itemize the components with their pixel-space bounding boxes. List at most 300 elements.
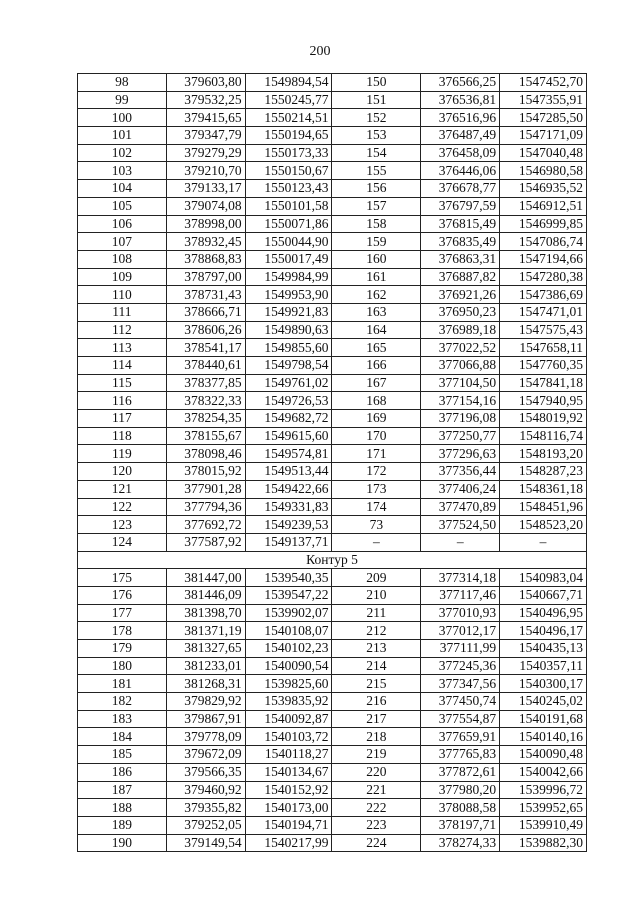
x-coordinate-cell: 376797,59	[421, 197, 500, 215]
table-row	[78, 410, 587, 428]
table-row	[78, 569, 587, 587]
point-number-cell: 165	[332, 339, 421, 357]
point-number-cell: 112	[78, 321, 167, 339]
y-coordinate-cell: 1539902,07	[245, 604, 332, 622]
point-number-cell: 118	[78, 427, 167, 445]
table-row	[78, 799, 587, 817]
table-row	[78, 746, 587, 764]
point-number-cell: 152	[332, 109, 421, 127]
y-coordinate-cell: 1540152,92	[245, 781, 332, 799]
y-coordinate-cell: 1547171,09	[500, 127, 587, 145]
point-number-cell: 178	[78, 622, 167, 640]
point-number-cell: 120	[78, 463, 167, 481]
x-coordinate-cell: 378797,00	[166, 268, 245, 286]
table-row	[78, 91, 587, 109]
table-row	[78, 728, 587, 746]
x-coordinate-cell: 378377,85	[166, 374, 245, 392]
y-coordinate-cell: 1540496,17	[500, 622, 587, 640]
table-section-a	[78, 74, 587, 552]
point-number-cell: 154	[332, 144, 421, 162]
table-row	[78, 834, 587, 852]
point-number-cell: 189	[78, 816, 167, 834]
x-coordinate-cell: 377356,44	[421, 463, 500, 481]
point-number-cell: 215	[332, 675, 421, 693]
y-coordinate-cell: 1540357,11	[500, 657, 587, 675]
table-row	[78, 180, 587, 198]
y-coordinate-cell: 1540092,87	[245, 710, 332, 728]
table-row	[78, 586, 587, 604]
y-coordinate-cell: 1549137,71	[245, 533, 332, 551]
table-section-b	[78, 569, 587, 852]
point-number-cell: 115	[78, 374, 167, 392]
point-number-cell: 158	[332, 215, 421, 233]
x-coordinate-cell: 377765,83	[421, 746, 500, 764]
x-coordinate-cell: 379133,17	[166, 180, 245, 198]
y-coordinate-cell: 1547280,38	[500, 268, 587, 286]
x-coordinate-cell: 377012,17	[421, 622, 500, 640]
y-coordinate-cell: 1539996,72	[500, 781, 587, 799]
point-number-cell: 173	[332, 480, 421, 498]
y-coordinate-cell: 1549422,66	[245, 480, 332, 498]
table-row	[78, 357, 587, 375]
x-coordinate-cell: 377470,89	[421, 498, 500, 516]
y-coordinate-cell: 1546935,52	[500, 180, 587, 198]
point-number-cell: 116	[78, 392, 167, 410]
x-coordinate-cell: 377450,74	[421, 693, 500, 711]
y-coordinate-cell: 1540042,66	[500, 763, 587, 781]
x-coordinate-cell: 377347,56	[421, 675, 500, 693]
table-row	[78, 233, 587, 251]
x-coordinate-cell: 379532,25	[166, 91, 245, 109]
x-coordinate-cell: 378731,43	[166, 286, 245, 304]
x-coordinate-cell: 378155,67	[166, 427, 245, 445]
y-coordinate-cell: 1539882,30	[500, 834, 587, 852]
y-coordinate-cell: 1549331,83	[245, 498, 332, 516]
point-number-cell: 98	[78, 74, 167, 92]
point-number-cell: 160	[332, 250, 421, 268]
table-row	[78, 675, 587, 693]
point-number-cell: 111	[78, 303, 167, 321]
y-coordinate-cell: 1540118,27	[245, 746, 332, 764]
y-coordinate-cell: 1549798,54	[245, 357, 332, 375]
table-row	[78, 463, 587, 481]
y-coordinate-cell: 1547575,43	[500, 321, 587, 339]
point-number-cell: 123	[78, 516, 167, 534]
y-coordinate-cell: 1549574,81	[245, 445, 332, 463]
point-number-cell: 179	[78, 640, 167, 658]
y-coordinate-cell: 1546980,58	[500, 162, 587, 180]
x-coordinate-cell: 376950,23	[421, 303, 500, 321]
y-coordinate-cell: 1547040,48	[500, 144, 587, 162]
point-number-cell: 106	[78, 215, 167, 233]
x-coordinate-cell: 381447,00	[166, 569, 245, 587]
point-number-cell: 124	[78, 533, 167, 551]
point-number-cell: 169	[332, 410, 421, 428]
table-row	[78, 445, 587, 463]
y-coordinate-cell: 1540983,04	[500, 569, 587, 587]
x-coordinate-cell: 377980,20	[421, 781, 500, 799]
table-row	[78, 604, 587, 622]
x-coordinate-cell: 379778,09	[166, 728, 245, 746]
page-number: 200	[309, 44, 331, 59]
x-coordinate-cell: 378440,61	[166, 357, 245, 375]
point-number-cell: 217	[332, 710, 421, 728]
x-coordinate-cell: 379074,08	[166, 197, 245, 215]
table-row	[78, 622, 587, 640]
table-row	[78, 197, 587, 215]
y-coordinate-cell: 1550214,51	[245, 109, 332, 127]
x-coordinate-cell: 381268,31	[166, 675, 245, 693]
y-coordinate-cell: 1550017,49	[245, 250, 332, 268]
point-number-cell: 101	[78, 127, 167, 145]
x-coordinate-cell: 377587,92	[166, 533, 245, 551]
y-coordinate-cell: 1540191,68	[500, 710, 587, 728]
x-coordinate-cell: 378098,46	[166, 445, 245, 463]
x-coordinate-cell: 377794,36	[166, 498, 245, 516]
point-number-cell: 174	[332, 498, 421, 516]
y-coordinate-cell: 1547471,01	[500, 303, 587, 321]
x-coordinate-cell: 376887,82	[421, 268, 500, 286]
point-number-cell: 218	[332, 728, 421, 746]
y-coordinate-cell: 1549890,63	[245, 321, 332, 339]
x-coordinate-cell: 379566,35	[166, 763, 245, 781]
point-number-cell: 224	[332, 834, 421, 852]
point-number-cell: 113	[78, 339, 167, 357]
y-coordinate-cell: 1539952,65	[500, 799, 587, 817]
x-coordinate-cell: 378541,17	[166, 339, 245, 357]
x-coordinate-cell: 379460,92	[166, 781, 245, 799]
x-coordinate-cell: 376566,25	[421, 74, 500, 92]
table-row	[78, 516, 587, 534]
point-number-cell: 221	[332, 781, 421, 799]
point-number-cell: 159	[332, 233, 421, 251]
x-coordinate-cell: 377406,24	[421, 480, 500, 498]
table-section-title-row	[78, 551, 587, 569]
x-coordinate-cell: 377117,46	[421, 586, 500, 604]
x-coordinate-cell: 376989,18	[421, 321, 500, 339]
y-coordinate-cell: 1549513,44	[245, 463, 332, 481]
y-coordinate-cell: 1550194,65	[245, 127, 332, 145]
point-number-cell: 182	[78, 693, 167, 711]
x-coordinate-cell: 377872,61	[421, 763, 500, 781]
table-row	[78, 321, 587, 339]
coordinates-table	[77, 73, 587, 852]
point-number-cell: 167	[332, 374, 421, 392]
x-coordinate-cell: 379279,29	[166, 144, 245, 162]
point-number-cell: 104	[78, 180, 167, 198]
y-coordinate-cell: 1539547,22	[245, 586, 332, 604]
x-coordinate-cell: 376863,31	[421, 250, 500, 268]
table-row	[78, 392, 587, 410]
table-row	[78, 657, 587, 675]
y-coordinate-cell: 1549855,60	[245, 339, 332, 357]
point-number-cell: 103	[78, 162, 167, 180]
x-coordinate-cell: 377692,72	[166, 516, 245, 534]
y-coordinate-cell: 1547086,74	[500, 233, 587, 251]
y-coordinate-cell: 1548287,23	[500, 463, 587, 481]
y-coordinate-cell: 1539825,60	[245, 675, 332, 693]
table-row	[78, 250, 587, 268]
table-row	[78, 816, 587, 834]
x-coordinate-cell: 377245,36	[421, 657, 500, 675]
table-row	[78, 374, 587, 392]
point-number-cell: 223	[332, 816, 421, 834]
table-row	[78, 781, 587, 799]
x-coordinate-cell: 376835,49	[421, 233, 500, 251]
y-coordinate-cell: 1540102,23	[245, 640, 332, 658]
point-number-cell: 102	[78, 144, 167, 162]
point-number-cell: 150	[332, 74, 421, 92]
point-number-cell: 164	[332, 321, 421, 339]
x-coordinate-cell: 376815,49	[421, 215, 500, 233]
y-coordinate-cell: 1549682,72	[245, 410, 332, 428]
x-coordinate-cell: 379355,82	[166, 799, 245, 817]
x-coordinate-cell: 377066,88	[421, 357, 500, 375]
y-coordinate-cell: 1547760,35	[500, 357, 587, 375]
x-coordinate-cell: 381371,19	[166, 622, 245, 640]
x-coordinate-cell: 379603,80	[166, 74, 245, 92]
x-coordinate-cell: 379829,92	[166, 693, 245, 711]
point-number-cell: 157	[332, 197, 421, 215]
y-coordinate-cell: 1539910,49	[500, 816, 587, 834]
point-number-cell: 171	[332, 445, 421, 463]
y-coordinate-cell: 1540194,71	[245, 816, 332, 834]
x-coordinate-cell: 376536,81	[421, 91, 500, 109]
x-coordinate-cell: 377010,93	[421, 604, 500, 622]
point-number-cell: 185	[78, 746, 167, 764]
y-coordinate-cell: 1549894,54	[245, 74, 332, 92]
point-number-cell: 181	[78, 675, 167, 693]
point-number-cell: 212	[332, 622, 421, 640]
table-row	[78, 693, 587, 711]
point-number-cell: 170	[332, 427, 421, 445]
x-coordinate-cell: 381233,01	[166, 657, 245, 675]
table-row	[78, 268, 587, 286]
x-coordinate-cell: 376458,09	[421, 144, 500, 162]
x-coordinate-cell: 381327,65	[166, 640, 245, 658]
point-number-cell: 183	[78, 710, 167, 728]
y-coordinate-cell: 1548019,92	[500, 410, 587, 428]
y-coordinate-cell: 1540090,54	[245, 657, 332, 675]
x-coordinate-cell: 376678,77	[421, 180, 500, 198]
table-row	[78, 498, 587, 516]
x-coordinate-cell: 379867,91	[166, 710, 245, 728]
y-coordinate-cell: –	[500, 533, 587, 551]
x-coordinate-cell: 377196,08	[421, 410, 500, 428]
x-coordinate-cell: 378197,71	[421, 816, 500, 834]
y-coordinate-cell: 1550123,43	[245, 180, 332, 198]
table-row	[78, 533, 587, 551]
y-coordinate-cell: 1540245,02	[500, 693, 587, 711]
point-number-cell: 109	[78, 268, 167, 286]
y-coordinate-cell: 1547940,95	[500, 392, 587, 410]
table-row	[78, 144, 587, 162]
y-coordinate-cell: 1550150,67	[245, 162, 332, 180]
x-coordinate-cell: 377250,77	[421, 427, 500, 445]
x-coordinate-cell: 377111,99	[421, 640, 500, 658]
x-coordinate-cell: 377296,63	[421, 445, 500, 463]
x-coordinate-cell: 378274,33	[421, 834, 500, 852]
y-coordinate-cell: 1550044,90	[245, 233, 332, 251]
point-number-cell: 175	[78, 569, 167, 587]
x-coordinate-cell: 378088,58	[421, 799, 500, 817]
y-coordinate-cell: 1540496,95	[500, 604, 587, 622]
table-row	[78, 109, 587, 127]
section-title: Контур 5	[78, 551, 587, 569]
y-coordinate-cell: 1549239,53	[245, 516, 332, 534]
point-number-cell: 187	[78, 781, 167, 799]
y-coordinate-cell: 1540134,67	[245, 763, 332, 781]
y-coordinate-cell: 1547194,66	[500, 250, 587, 268]
x-coordinate-cell: 379210,70	[166, 162, 245, 180]
point-number-cell: 121	[78, 480, 167, 498]
y-coordinate-cell: 1549726,53	[245, 392, 332, 410]
y-coordinate-cell: 1550245,77	[245, 91, 332, 109]
y-coordinate-cell: 1548523,20	[500, 516, 587, 534]
x-coordinate-cell: 377022,52	[421, 339, 500, 357]
point-number-cell: 209	[332, 569, 421, 587]
table-row	[78, 74, 587, 92]
y-coordinate-cell: 1547386,69	[500, 286, 587, 304]
point-number-cell: 99	[78, 91, 167, 109]
point-number-cell: 220	[332, 763, 421, 781]
point-number-cell: 122	[78, 498, 167, 516]
table-row	[78, 427, 587, 445]
y-coordinate-cell: 1539540,35	[245, 569, 332, 587]
y-coordinate-cell: 1540217,99	[245, 834, 332, 852]
x-coordinate-cell: 378998,00	[166, 215, 245, 233]
point-number-cell: 162	[332, 286, 421, 304]
x-coordinate-cell: 377554,87	[421, 710, 500, 728]
table-row	[78, 480, 587, 498]
y-coordinate-cell: 1546912,51	[500, 197, 587, 215]
y-coordinate-cell: 1547355,91	[500, 91, 587, 109]
point-number-cell: 166	[332, 357, 421, 375]
x-coordinate-cell: 379347,79	[166, 127, 245, 145]
x-coordinate-cell: 378932,45	[166, 233, 245, 251]
y-coordinate-cell: 1547452,70	[500, 74, 587, 92]
y-coordinate-cell: 1540090,48	[500, 746, 587, 764]
point-number-cell: 161	[332, 268, 421, 286]
point-number-cell: 188	[78, 799, 167, 817]
point-number-cell: 155	[332, 162, 421, 180]
table-row	[78, 303, 587, 321]
x-coordinate-cell: 379252,05	[166, 816, 245, 834]
x-coordinate-cell: 379415,65	[166, 109, 245, 127]
y-coordinate-cell: 1546999,85	[500, 215, 587, 233]
x-coordinate-cell: 377314,18	[421, 569, 500, 587]
point-number-cell: 177	[78, 604, 167, 622]
x-coordinate-cell: 376516,96	[421, 109, 500, 127]
y-coordinate-cell: 1550101,58	[245, 197, 332, 215]
point-number-cell: 151	[332, 91, 421, 109]
point-number-cell: 114	[78, 357, 167, 375]
y-coordinate-cell: 1540435,13	[500, 640, 587, 658]
y-coordinate-cell: 1550071,86	[245, 215, 332, 233]
point-number-cell: 73	[332, 516, 421, 534]
x-coordinate-cell: 376446,06	[421, 162, 500, 180]
point-number-cell: –	[332, 533, 421, 551]
x-coordinate-cell: 377901,28	[166, 480, 245, 498]
x-coordinate-cell: 378868,83	[166, 250, 245, 268]
point-number-cell: 176	[78, 586, 167, 604]
x-coordinate-cell: 378322,33	[166, 392, 245, 410]
point-number-cell: 105	[78, 197, 167, 215]
point-number-cell: 184	[78, 728, 167, 746]
y-coordinate-cell: 1540300,17	[500, 675, 587, 693]
table-row	[78, 286, 587, 304]
x-coordinate-cell: 381446,09	[166, 586, 245, 604]
x-coordinate-cell: –	[421, 533, 500, 551]
table-row	[78, 215, 587, 233]
point-number-cell: 172	[332, 463, 421, 481]
y-coordinate-cell: 1548361,18	[500, 480, 587, 498]
x-coordinate-cell: 377104,50	[421, 374, 500, 392]
y-coordinate-cell: 1547658,11	[500, 339, 587, 357]
y-coordinate-cell: 1547285,50	[500, 109, 587, 127]
table-row	[78, 710, 587, 728]
x-coordinate-cell: 376921,26	[421, 286, 500, 304]
x-coordinate-cell: 376487,49	[421, 127, 500, 145]
x-coordinate-cell: 381398,70	[166, 604, 245, 622]
point-number-cell: 156	[332, 180, 421, 198]
y-coordinate-cell: 1547841,18	[500, 374, 587, 392]
point-number-cell: 190	[78, 834, 167, 852]
table-row	[78, 127, 587, 145]
point-number-cell: 110	[78, 286, 167, 304]
point-number-cell: 213	[332, 640, 421, 658]
point-number-cell: 117	[78, 410, 167, 428]
y-coordinate-cell: 1548451,96	[500, 498, 587, 516]
point-number-cell: 186	[78, 763, 167, 781]
point-number-cell: 211	[332, 604, 421, 622]
y-coordinate-cell: 1549984,99	[245, 268, 332, 286]
point-number-cell: 153	[332, 127, 421, 145]
x-coordinate-cell: 378015,92	[166, 463, 245, 481]
y-coordinate-cell: 1549953,90	[245, 286, 332, 304]
point-number-cell: 219	[332, 746, 421, 764]
x-coordinate-cell: 379149,54	[166, 834, 245, 852]
point-number-cell: 108	[78, 250, 167, 268]
y-coordinate-cell: 1548193,20	[500, 445, 587, 463]
x-coordinate-cell: 377154,16	[421, 392, 500, 410]
table-row	[78, 162, 587, 180]
table-row	[78, 640, 587, 658]
x-coordinate-cell: 377659,91	[421, 728, 500, 746]
y-coordinate-cell: 1549921,83	[245, 303, 332, 321]
y-coordinate-cell: 1550173,33	[245, 144, 332, 162]
y-coordinate-cell: 1548116,74	[500, 427, 587, 445]
y-coordinate-cell: 1540103,72	[245, 728, 332, 746]
point-number-cell: 222	[332, 799, 421, 817]
x-coordinate-cell: 378254,35	[166, 410, 245, 428]
table-row	[78, 763, 587, 781]
y-coordinate-cell: 1540173,00	[245, 799, 332, 817]
point-number-cell: 214	[332, 657, 421, 675]
point-number-cell: 168	[332, 392, 421, 410]
x-coordinate-cell: 377524,50	[421, 516, 500, 534]
y-coordinate-cell: 1540667,71	[500, 586, 587, 604]
point-number-cell: 163	[332, 303, 421, 321]
x-coordinate-cell: 378606,26	[166, 321, 245, 339]
point-number-cell: 180	[78, 657, 167, 675]
x-coordinate-cell: 378666,71	[166, 303, 245, 321]
y-coordinate-cell: 1549615,60	[245, 427, 332, 445]
x-coordinate-cell: 379672,09	[166, 746, 245, 764]
point-number-cell: 100	[78, 109, 167, 127]
y-coordinate-cell: 1540108,07	[245, 622, 332, 640]
table-row	[78, 339, 587, 357]
